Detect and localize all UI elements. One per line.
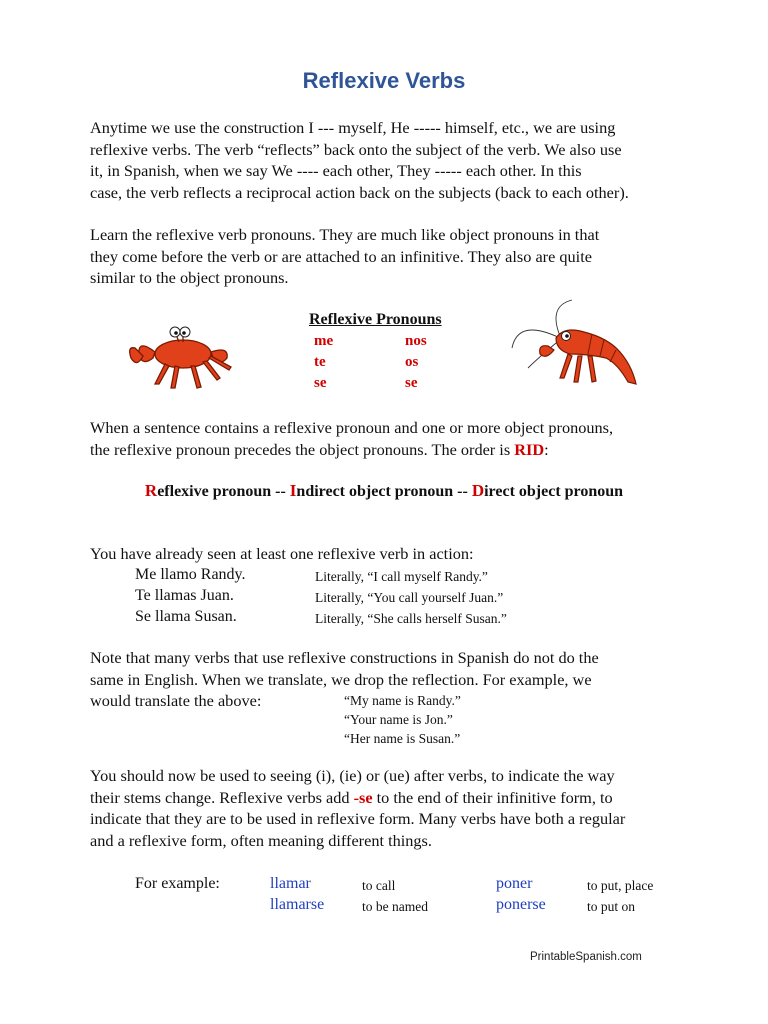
verb-word: llamarse (270, 896, 325, 913)
pronoun-cell: se (314, 375, 327, 391)
learn-line: similar to the object pronouns. (90, 268, 289, 287)
intro-line: it, in Spanish, when we say We ---- each other, They ----- each other. In this (90, 161, 582, 180)
intro-line: reflexive verbs. The verb “reflects” back onto the subject of the verb. We also use (90, 139, 622, 159)
example-literal: Literally, “You call yourself Juan.” (315, 590, 504, 605)
translation: “Her name is Susan.” (344, 731, 461, 746)
order-text: : (544, 439, 549, 459)
intro-line: Anytime we use the construction I --- myself, He ----- himself, etc., we are using (90, 118, 616, 137)
example-spanish: Te llamas Juan. (135, 587, 234, 604)
rid-letter-r: R (144, 481, 158, 500)
rid-keyword: RID (514, 439, 545, 459)
example-literal: Literally, “I call myself Randy.” (315, 569, 488, 584)
note-line: same in English. When we translate, we drop the reflection. For example, we (90, 669, 592, 689)
pronoun-cell: se (405, 375, 418, 391)
order-line (90, 439, 690, 461)
seen-intro (90, 543, 690, 565)
intro-paragraph (90, 117, 690, 203)
learn-paragraph (90, 224, 690, 289)
verb-word: llamar (270, 875, 311, 892)
translation: “Your name is Jon.” (344, 712, 453, 727)
order-text: the reflexive pronoun precedes the object pronouns. The order is (90, 439, 515, 459)
stems-line: You should now be used to seeing (i), (ie) or (ue) after verbs, to indicate the way (90, 766, 615, 785)
verb-meaning: to put on (587, 899, 636, 914)
verb-word: ponerse (496, 896, 546, 913)
example-spanish: Me llamo Randy. (135, 566, 246, 583)
rid-letter-d: D (471, 481, 485, 500)
verb-meaning: to put, place (587, 878, 654, 893)
page-title: Reflexive Verbs (302, 68, 466, 93)
rid-text: eflexive pronoun -- (157, 483, 290, 500)
rid-letter-i: I (289, 481, 297, 500)
stems-line (90, 787, 690, 809)
translation: “My name is Randy.” (344, 693, 461, 708)
se-suffix: -se (353, 787, 373, 807)
pronoun-cell: te (314, 354, 326, 370)
for-example-label: For example: (135, 875, 220, 892)
note-line: would translate the above: (90, 691, 262, 710)
rid-order-line (0, 481, 768, 501)
stems-line: indicate that they are to be used in reflexive form. Many verbs have both a regular (90, 809, 626, 828)
stems-text: their stems change. Reflexive verbs add (90, 787, 354, 807)
seen-intro-text: You have already seen at least one reflexive verb in action: (90, 544, 474, 563)
order-paragraph (90, 417, 690, 460)
example-spanish: Se llama Susan. (135, 608, 237, 625)
example-literal: Literally, “She calls herself Susan.” (315, 611, 507, 626)
crab-illustration (125, 318, 245, 390)
stems-line: and a reflexive form, often meaning different things. (90, 830, 432, 850)
intro-line: case, the verb reflects a reciprocal action back on the subjects (back to each other). (90, 182, 629, 202)
reflexive-pronouns-heading: Reflexive Pronouns (309, 311, 442, 328)
stems-text: to the end of their infinitive form, to (372, 787, 613, 807)
shrimp-illustration (508, 298, 642, 390)
pronoun-cell: os (405, 354, 419, 370)
verb-word: poner (496, 875, 533, 892)
site-footer: PrintableSpanish.com (530, 951, 642, 963)
learn-line: they come before the verb or are attached to an infinitive. They also are quite (90, 246, 592, 266)
pronoun-cell: nos (405, 333, 427, 349)
rid-text: ndirect object pronoun -- (296, 483, 472, 500)
rid-text: irect object pronoun (484, 483, 624, 500)
note-line: Note that many verbs that use reflexive constructions in Spanish do not do the (90, 648, 599, 667)
verb-meaning: to be named (362, 899, 428, 914)
stems-paragraph (90, 765, 690, 851)
pronoun-cell: me (314, 333, 334, 349)
order-line: When a sentence contains a reflexive pronoun and one or more object pronouns, (90, 418, 614, 437)
verb-meaning: to call (362, 878, 396, 893)
learn-line: Learn the reflexive verb pronouns. They are much like object pronouns in that (90, 225, 600, 244)
